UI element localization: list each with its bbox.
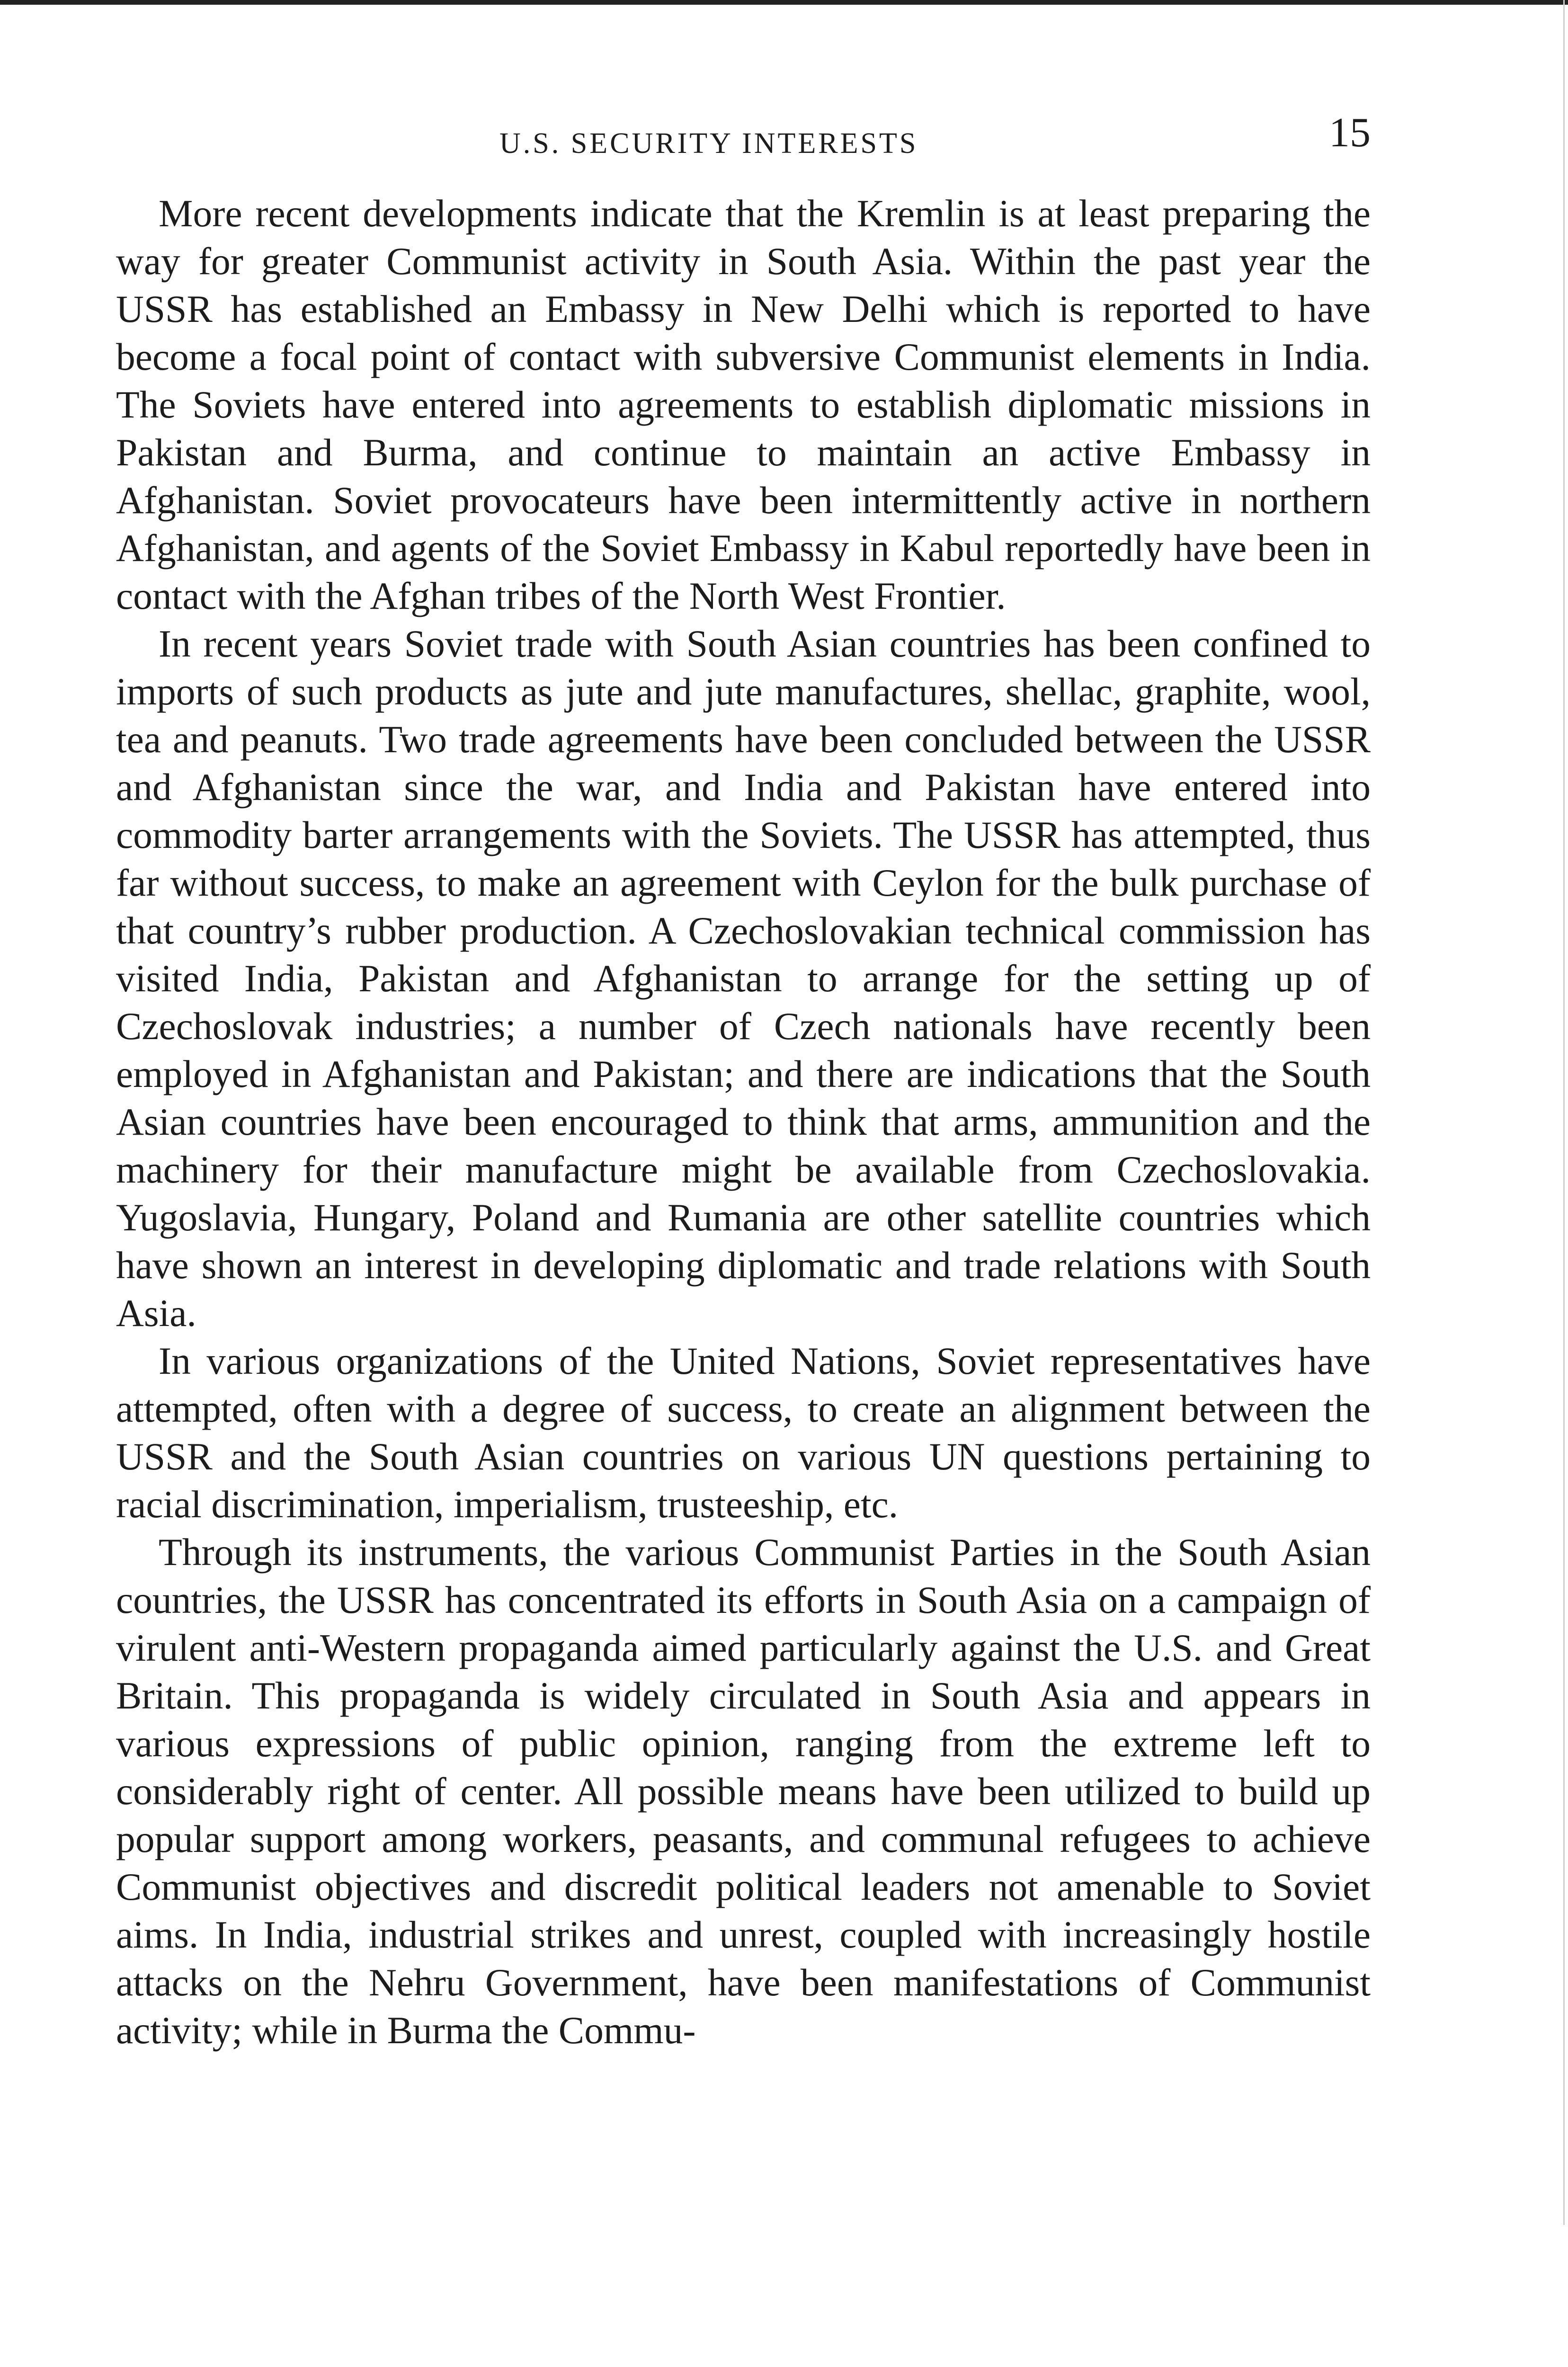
paragraph-soviet-trade: In recent years Soviet trade with South Asian countries has been confined to imports of such products as jute and jute manufactures, shellac, graphite, wool, tea and peanuts. Two trade agreements have been concluded between the USSR and Afghanistan since the war, and India and Pakistan have entered into commodity barter arrangements with the Soviets. The USSR has attempted, thus far without success, to make an agreement with Ceylon for the bulk purchase of that country’s rubber production. A Czechoslovakian technical commission has visited India, Pakistan and Afghanistan to arrange for the setting up of Czechoslovak industries; a number of Czech nationals have recently been employed in Afghanistan and Pakistan; and there are indications that the South Asian countries have been encouraged to think that arms, ammunition and the machinery for their manufacture might be available from Czechoslovakia. Yugoslavia, Hungary, Poland and Rumania are other satellite countries which have shown an interest in developing diplomatic and trade relations with South Asia. xyxy=(116,622,1371,1335)
running-title: U.S. SECURITY INTERESTS xyxy=(499,127,918,160)
body-text xyxy=(116,189,1371,2054)
paragraph-united-nations: In various organizations of the United Nations, Soviet representatives have attempted, often with a degree of success, to create an alignment between the USSR and the South Asian countries on various UN questions pertaining to racial discrimination, imperialism, trusteeship, etc. xyxy=(116,1339,1371,1526)
page-number: 15 xyxy=(1329,110,1371,156)
paragraph-soviet-activity: More recent developments indicate that the Kremlin is at least preparing the way for greater Communist activity in South Asia. Within the past year the USSR has established an Embassy in New Delhi which is reported to have become a focal point of contact with subversive Communist elements in India. The Soviets have entered into agreements to establish diplomatic missions in Pakistan and Burma, and continue to maintain an active Embassy in Afghanistan. Soviet provocateurs have been intermittently active in northern Afghanistan, and agents of the Soviet Embassy in Kabul reportedly have been in contact with the Afghan tribes of the North West Frontier. xyxy=(116,192,1371,617)
paragraph-communist-parties: Through its instruments, the various Communist Parties in the South Asian countries, the USSR has concentrated its efforts in South Asia on a campaign of virulent anti-Western propaganda aimed particularly against the U.S. and Great Britain. This propaganda is widely circulated in South Asia and appears in various expressions of public opinion, ranging from the extreme left to considerably right of center. All possible means have been utilized to build up popular support among workers, peasants, and communal refugees to achieve Communist objectives and discredit political leaders not amenable to Soviet aims. In India, industrial strikes and unrest, coupled with increasingly hostile attacks on the Nehru Government, have been manifestations of Communist activity; while in Burma the Commu- xyxy=(116,1531,1371,2052)
document-page xyxy=(116,0,1371,2367)
running-head xyxy=(116,109,1371,166)
scan-right-edge xyxy=(1563,0,1565,2225)
